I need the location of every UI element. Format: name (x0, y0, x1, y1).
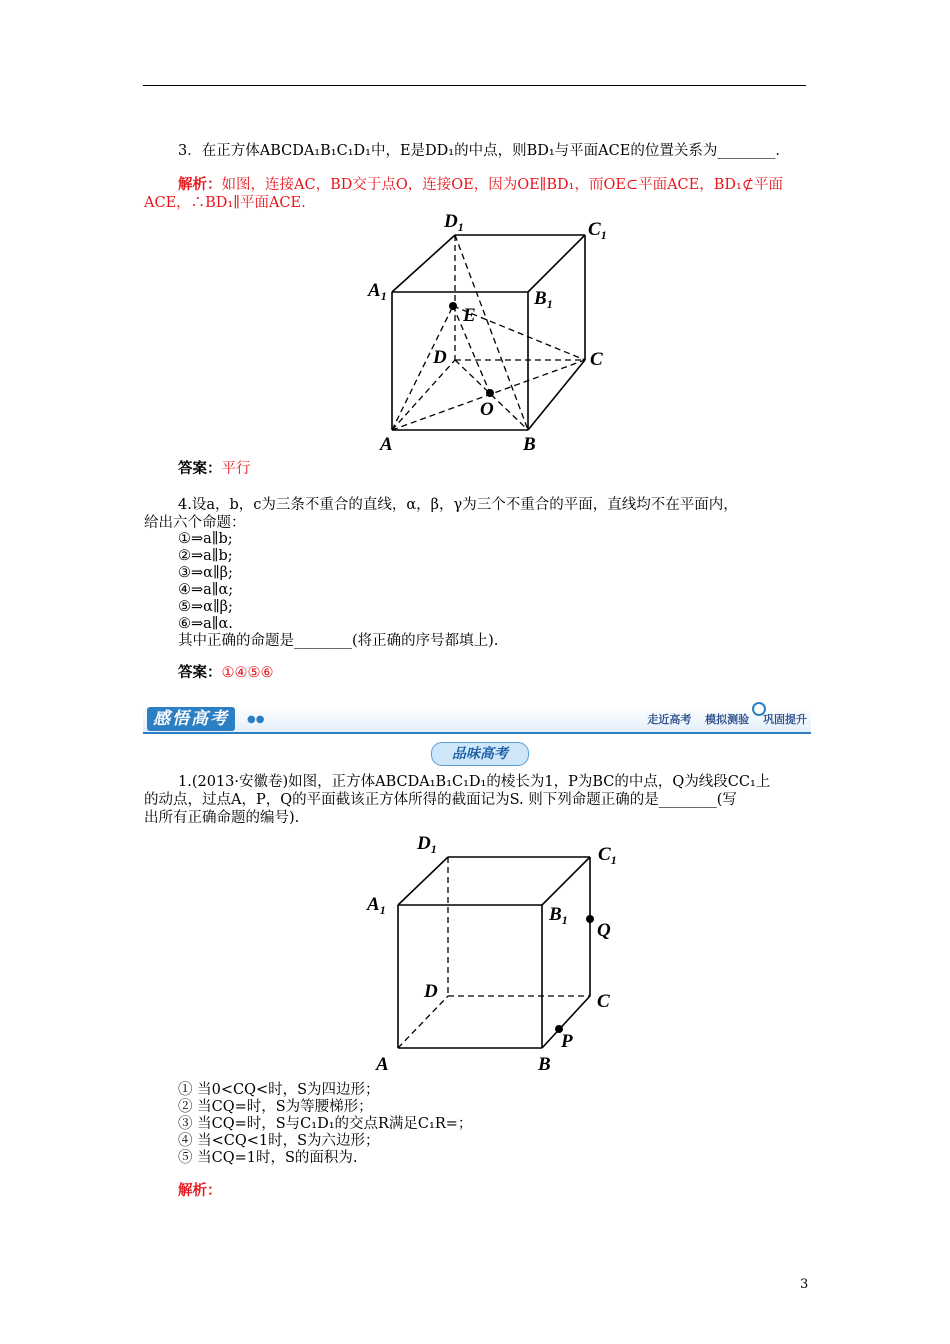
q4-item-4: ④⇒a∥α; (178, 582, 234, 598)
label-d1: $D_1$ (417, 833, 437, 856)
p1-option-5: ⑤ 当CQ=1时，S的面积为. (178, 1150, 358, 1166)
label-b: B (538, 1054, 551, 1075)
label-c1: $C_1$ (598, 844, 617, 867)
q3-answer-value: 平行 (221, 461, 251, 477)
p1-option-1: ① 当0<CQ<时，S为四边形； (178, 1082, 380, 1098)
q4-item-6: ⑥⇒a∥α. (178, 616, 233, 632)
q4-answer-label: 答案： (178, 664, 222, 681)
q3-answer-label: 答案： (178, 460, 222, 477)
section-banner (143, 706, 811, 732)
label-a1: $A_1$ (368, 280, 387, 303)
p1-line2: 的动点，过点A，P，Q的平面截该正方体所得的截面记为S. 则下列命题正确的是________(写 (144, 792, 737, 808)
label-c: C (590, 349, 603, 370)
q3-analysis-line1 (178, 176, 783, 194)
label-b1: $B_1$ (549, 904, 568, 927)
label-o: O (480, 399, 494, 420)
q4-line2: 给出六个命题： (144, 515, 246, 531)
label-c: C (597, 991, 610, 1012)
label-q: Q (597, 920, 611, 941)
label-d: D (424, 981, 438, 1002)
label-d1: $D_1$ (444, 211, 464, 234)
banner-title: 感悟高考 (147, 707, 235, 731)
p1-line1: 1.(2013·安徽卷)如图，正方体ABCDA₁B₁C₁D₁的棱长为1，P为BC的中点，Q为线段CC₁上 (178, 774, 771, 790)
q3-analysis-line2: ACE，∴BD₁∥平面ACE. (144, 195, 306, 211)
q4-answer-value: ①④⑤⑥ (221, 665, 274, 681)
page-number: 3 (800, 1277, 809, 1292)
q3-analysis-text: 如图，连接AC，BD交于点O，连接OE，因为OE∥BD₁，而OE⊂平面ACE，BD₁⊄平面 (221, 177, 783, 193)
q4-item-2: ②⇒a∥b; (178, 548, 233, 564)
header-rule (143, 85, 806, 86)
q4-item-5: ⑤⇒α∥β; (178, 599, 233, 615)
q3-cube-figure (360, 205, 620, 460)
p1-analysis-label: 解析： (178, 1182, 222, 1199)
banner-dots: ●● (247, 714, 265, 725)
q4-ask: 其中正确的命题是________(将正确的序号都填上). (178, 633, 499, 649)
label-b1: $B_1$ (534, 288, 553, 311)
label-d: D (433, 347, 447, 368)
subheader-pill: 品味高考 (431, 742, 529, 766)
p1-option-4: ④ 当<CQ<1时，S为六边形； (178, 1133, 380, 1149)
label-a: A (376, 1054, 389, 1075)
q3-stem: 3．在正方体ABCDA₁B₁C₁D₁中，E是DD₁的中点，则BD₁与平面ACE的位置关系为________． (178, 143, 790, 159)
label-c1: $C_1$ (588, 219, 607, 242)
label-e: E (463, 305, 476, 326)
q4-answer (178, 664, 274, 682)
label-a1: $A_1$ (367, 894, 386, 917)
point-q-dot (586, 915, 594, 923)
q4-item-3: ③⇒α∥β; (178, 565, 233, 581)
label-a: A (380, 434, 393, 455)
p1-option-3: ③ 当CQ=时，S与C₁D₁的交点R满足C₁R=； (178, 1116, 473, 1132)
point-e-dot (449, 302, 457, 310)
banner-right-text: 走近高考 模拟测验 巩固提升 (647, 713, 807, 726)
q3-analysis-label: 解析： (178, 176, 222, 193)
q3-answer (178, 460, 251, 478)
q4-line1: 4.设a，b，c为三条不重合的直线，α，β，γ为三个不重合的平面，直线均不在平面内， (178, 497, 738, 513)
p1-cube-figure (355, 822, 645, 1077)
label-p: P (561, 1031, 573, 1052)
q4-item-1: ①⇒a∥b; (178, 531, 233, 547)
point-o-dot (486, 389, 494, 397)
label-b: B (523, 434, 536, 455)
p1-line3: 出所有正确命题的编号). (144, 810, 300, 826)
p1-option-2: ② 当CQ=时，S为等腰梯形； (178, 1099, 373, 1115)
